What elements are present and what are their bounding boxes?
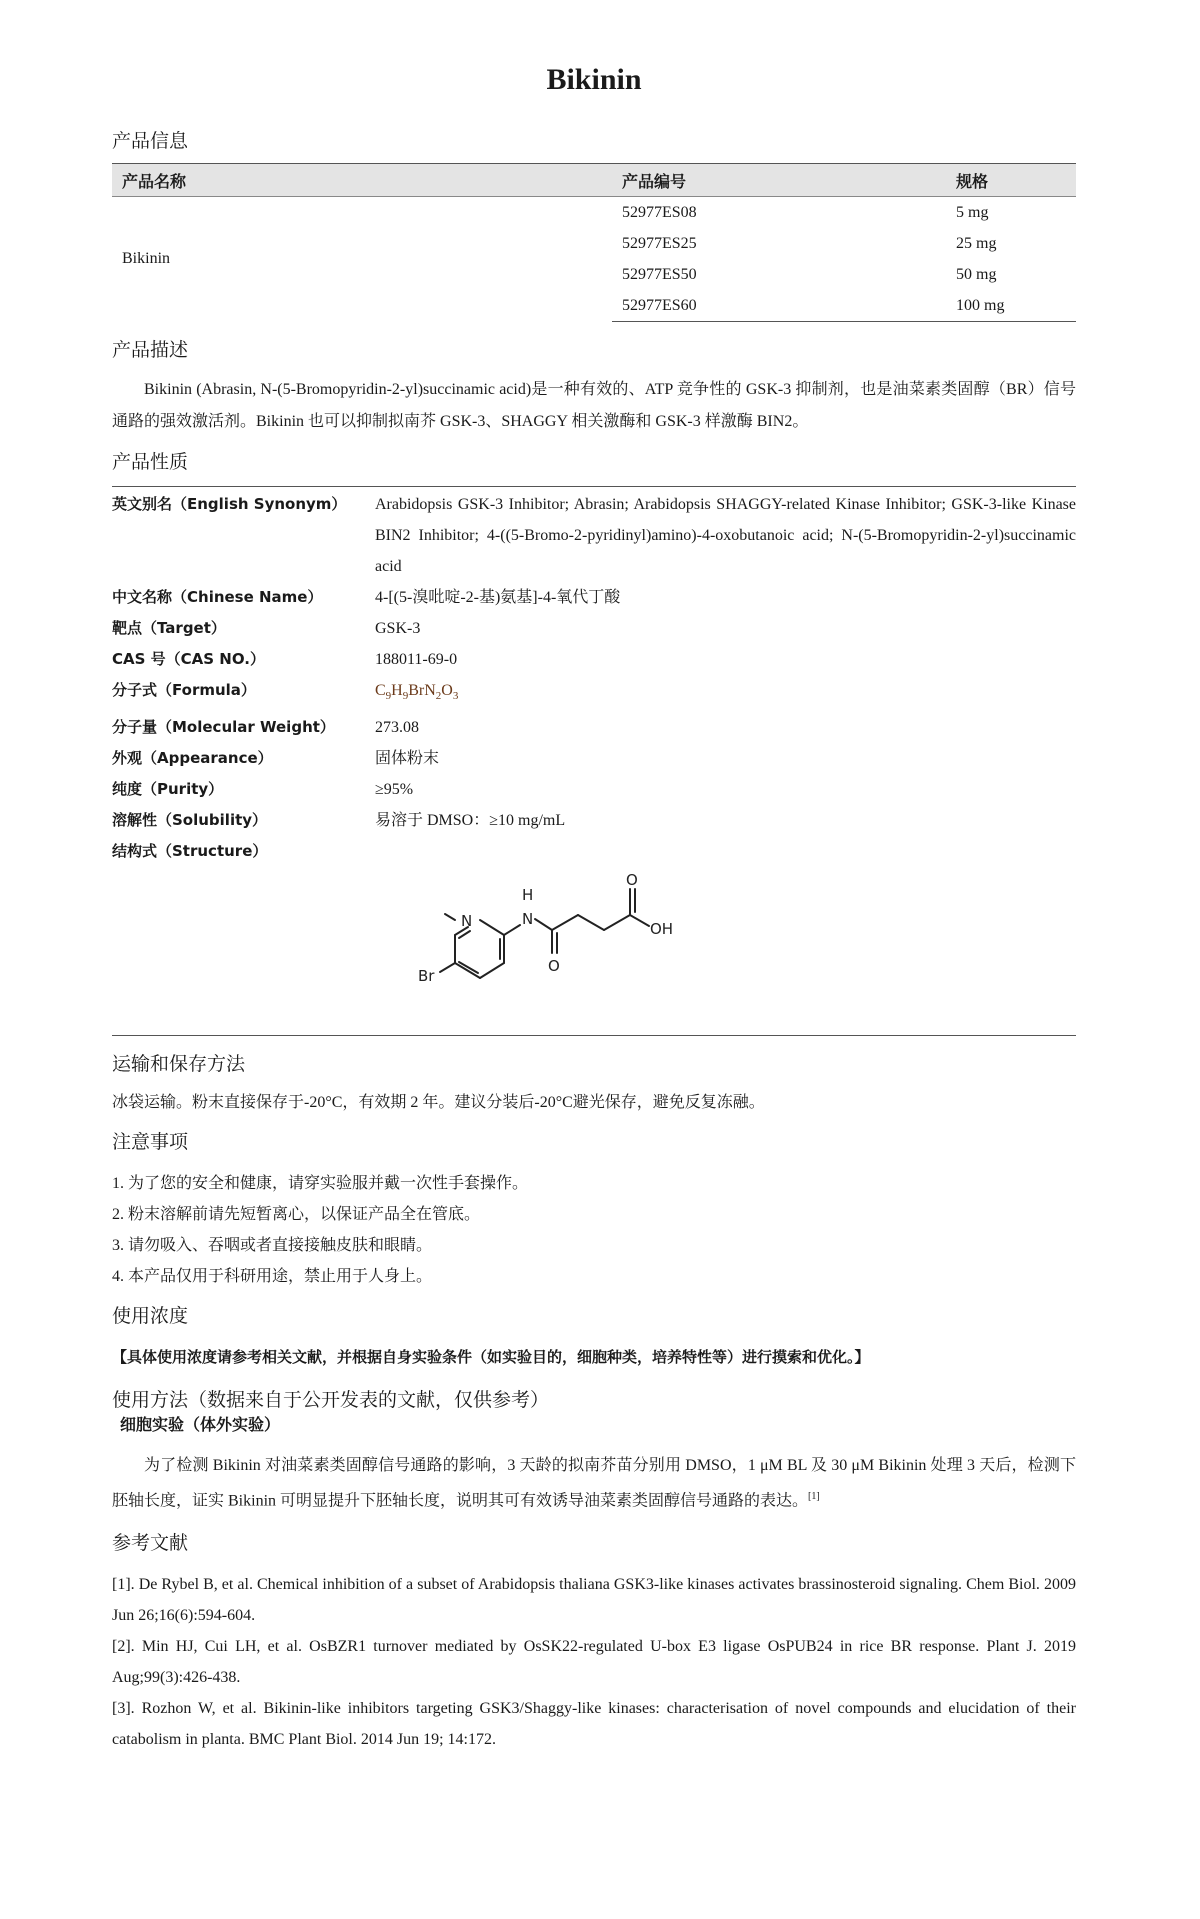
property-row-target: [112, 613, 1076, 644]
product-info-heading: 产品信息: [112, 130, 189, 152]
property-label: 中文名称（Chinese Name）: [112, 588, 323, 606]
property-label: CAS 号（CAS NO.）: [112, 650, 265, 668]
column-header-name: 产品名称: [112, 164, 612, 197]
property-row-solubility: [112, 805, 1076, 836]
product-info-table: [112, 163, 1076, 322]
atom-label-n-ring: N: [461, 912, 473, 931]
document-title: Bikinin: [546, 63, 642, 96]
properties-heading: 产品性质: [112, 451, 189, 473]
product-spec-cell: 25 mg: [956, 234, 997, 252]
property-row-appearance: [112, 743, 1076, 774]
list-item: 4. 本产品仅用于科研用途，禁止用于人身上。: [112, 1268, 433, 1286]
structure-diagram: [112, 867, 1076, 1035]
property-value: ≥95%: [375, 781, 414, 799]
references-list: [112, 1569, 1076, 1755]
property-label: 分子式（Formula）: [112, 681, 256, 699]
property-value: 273.08: [375, 719, 419, 737]
product-code-cell: 52977ES25: [622, 234, 697, 252]
product-code-cell: 52977ES08: [622, 203, 697, 221]
property-value: 易溶于 DMSO：≥10 mg/mL: [375, 812, 566, 830]
property-label: 英文别名（English Synonym）: [112, 495, 347, 513]
table-row: [112, 197, 1076, 229]
property-label: 溶解性（Solubility）: [112, 811, 268, 830]
citation-marker: [1]: [808, 1491, 820, 1503]
property-row-purity: [112, 774, 1076, 805]
product-spec-cell: 5 mg: [956, 203, 989, 221]
property-row-structure: [112, 836, 1076, 867]
column-header-spec: 规格: [946, 164, 1076, 197]
document-page: [112, 0, 1076, 1755]
atom-label-oh: OH: [650, 920, 674, 939]
product-spec-cell: 50 mg: [956, 265, 997, 283]
method-heading: 使用方法（数据来自于公开发表的文献，仅供参考）: [112, 1389, 550, 1412]
property-row-molecular-weight: [112, 712, 1076, 743]
list-item: 3. 请勿吸入、吞咽或者直接接触皮肤和眼睛。: [112, 1237, 433, 1255]
formula-value: $C_9H_9BrN_2O_3$: [375, 682, 459, 703]
method-text: 为了检测 Bikinin 对油菜素类固醇信号通路的影响，3 天龄的拟南芥苗分别用 DMSO，1 μM BL 及 30 μM Bikinin 处理 3 天后，检测下胚轴长度，证实 Bikinin 可明显提升下胚轴长度，说明其可有效诱导油菜素类固醇信号通路的表达。[1]: [112, 1457, 1076, 1510]
properties-table: [112, 486, 1076, 1036]
property-label: 分子量（Molecular Weight）: [112, 718, 335, 737]
reference-item: [2]. Min HJ, Cui LH, et al. OsBZR1 turnover mediated by OsSK22-regulated U-box E3 ligase OsPUB24 in rice BR response. Plant J. 2019 Aug;99(3):426-438.: [112, 1637, 1076, 1686]
precautions-list: [112, 1168, 1076, 1292]
list-item: 1. 为了您的安全和健康，请穿实验服并戴一次性手套操作。: [112, 1175, 529, 1193]
product-code-cell: 52977ES50: [622, 265, 697, 283]
atom-label-n-amide: N: [522, 910, 534, 929]
property-row-synonym: [112, 489, 1076, 582]
column-header-code: 产品编号: [612, 164, 946, 197]
property-row-chinese-name: [112, 582, 1076, 613]
property-label: 结构式（Structure）: [112, 842, 268, 861]
storage-text: 冰袋运输。粉末直接保存于-20°C，有效期 2 年。建议分装后-20°C避光保存，避免反复冻融。: [112, 1094, 765, 1112]
property-row-formula: [112, 675, 1076, 712]
property-label: 外观（Appearance）: [112, 749, 273, 768]
concentration-text: 【具体使用浓度请参考相关文献，并根据自身实验条件（如实验目的，细胞种类，培养特性等）进行摸索和优化。】: [112, 1348, 870, 1367]
property-value: 4-[(5-溴吡啶-2-基)氨基]-4-氧代丁酸: [375, 589, 621, 606]
list-item: 2. 粉末溶解前请先短暂离心，以保证产品全在管底。: [112, 1206, 481, 1224]
property-label: 靶点（Target）: [112, 619, 226, 637]
method-subheading: 细胞实验（体外实验）: [120, 1415, 281, 1435]
atom-label-o-amide: O: [548, 957, 560, 976]
concentration-heading: 使用浓度: [112, 1305, 189, 1328]
description-heading: 产品描述: [112, 339, 189, 361]
storage-heading: 运输和保存方法: [112, 1053, 246, 1076]
product-name-cell: Bikinin: [122, 250, 171, 268]
property-value: 188011-69-0: [375, 651, 458, 668]
property-row-cas: [112, 644, 1076, 675]
reference-item: [3]. Rozhon W, et al. Bikinin-like inhibitors targeting GSK3/Shaggy-like kinases: characterisation of novel compounds and elucidation of their catabolism in planta. BMC Plant Biol. 2014 Jun 19; 14:172.: [112, 1699, 1076, 1748]
atom-label-o-acid: O: [626, 871, 638, 890]
product-code-cell: 52977ES60: [612, 290, 946, 322]
structure-svg: [112, 867, 1076, 1035]
reference-item: [1]. De Rybel B, et al. Chemical inhibition of a subset of Arabidopsis thaliana GSK3-like kinases activates brassinosteroid signaling. Chem Biol. 2009 Jun 26;16(6):594-604.: [112, 1575, 1076, 1624]
property-value: GSK-3: [375, 620, 421, 637]
property-value: 固体粉末: [375, 750, 440, 768]
product-spec-cell: 100 mg: [946, 290, 1076, 322]
references-heading: 参考文献: [112, 1531, 189, 1554]
property-value: Arabidopsis GSK-3 Inhibitor; Abrasin; Arabidopsis SHAGGY-related Kinase Inhibitor; GSK-3-like Kinase BIN2 Inhibitor; 4-((5-Bromo-2-pyridinyl)amino)-4-oxobutanoic acid; N-(5-Bromopyridin-2-yl)succinamic acid: [375, 496, 1076, 575]
table-header-row: [112, 164, 1076, 197]
description-text: Bikinin (Abrasin, N-(5-Bromopyridin-2-yl)succinamic acid)是一种有效的、ATP 竞争性的 GSK-3 抑制剂，也是油菜素类固醇（BR）信号通路的强效激活剂。Bikinin 也可以抑制拟南芥 GSK-3、SHAGGY 相关激酶和 GSK-3 样激酶 BIN2。: [112, 381, 1076, 430]
precautions-heading: 注意事项: [112, 1131, 189, 1154]
atom-label-br: Br: [418, 967, 435, 986]
atom-label-h: H: [522, 886, 534, 905]
property-label: 纯度（Purity）: [112, 780, 224, 799]
